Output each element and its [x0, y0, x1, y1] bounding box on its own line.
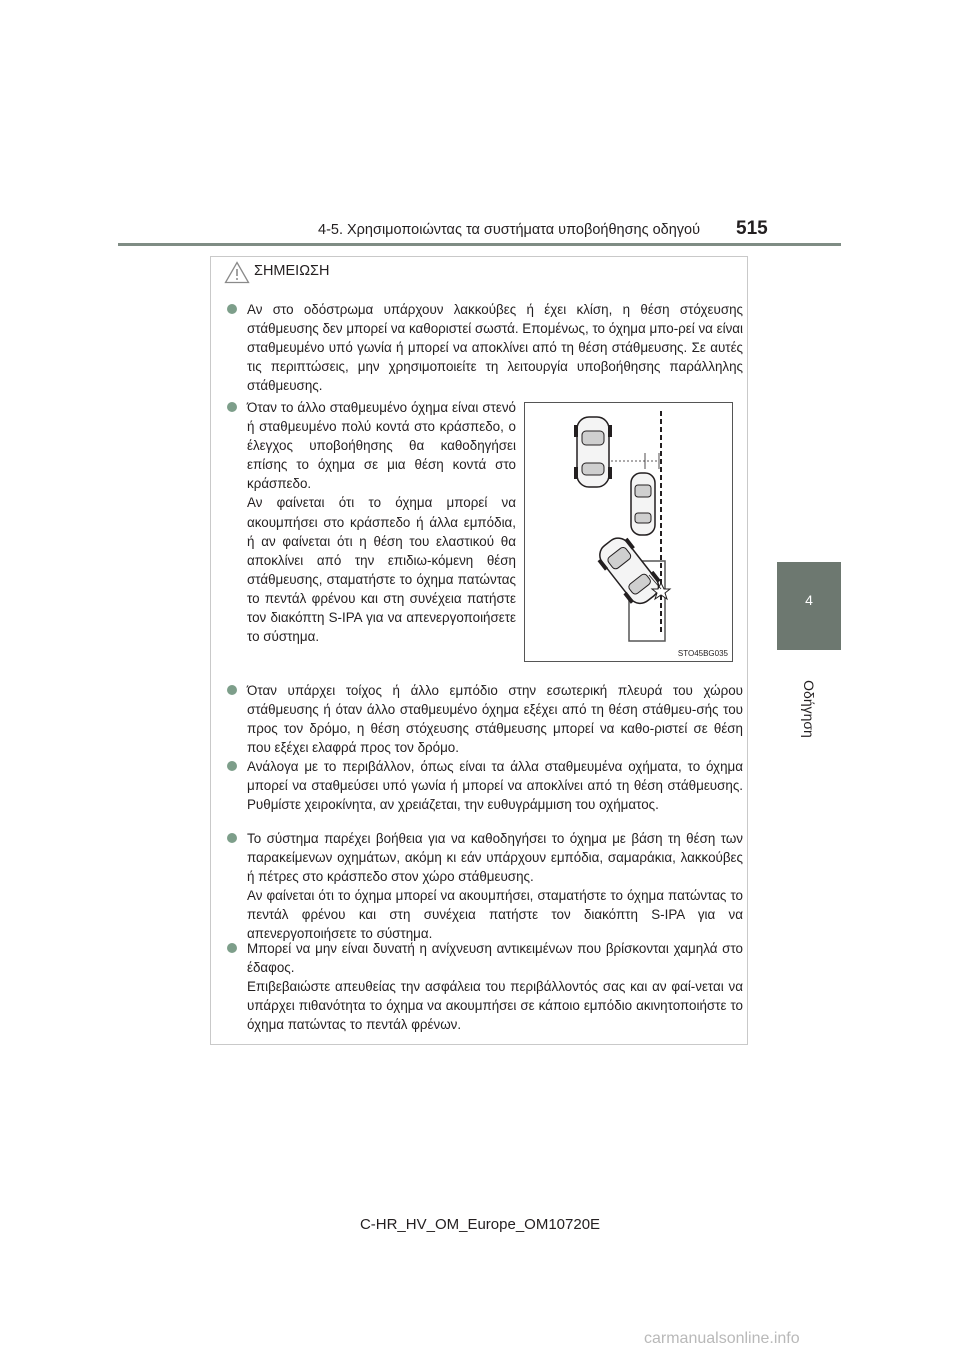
- page-number: 515: [736, 218, 768, 239]
- bullet-dot: [227, 761, 237, 771]
- note-bullet: [227, 829, 743, 944]
- bullet-text: Ανάλογα με το περιβάλλον, όπως είναι τα άλλα σταθμευμένα οχήματα, το όχημα μπορεί να σταθμεύσει υπό γωνία ή μπορεί να αποκλίνει από τη θέση στάθμευσης. Ρυθμίστε χειροκίνητα, αν χρειάζεται, την ευθυγράμμιση του οχήματος.: [247, 759, 743, 813]
- note-bullet: [227, 939, 743, 1034]
- bullet-dot: [227, 833, 237, 843]
- bullet-text-continued: Επιβεβαιώστε απευθείας την ασφάλεια του περιβάλλοντός σας και αν φαί-νεται να υπάρχει πιθανότητα το όχημα να ακουμπήσει σε κάποιο εμπόδιο ακινητοποιήστε το όχημα πατώντας το πεντάλ φρένων.: [247, 979, 743, 1033]
- note-bullet: [227, 757, 743, 814]
- section-title: 4-5. Χρησιμοποιώντας τα συστήματα υποβοήθησης οδηγού: [318, 222, 701, 238]
- chapter-tab[interactable]: [777, 562, 841, 650]
- bullet-text-continued: Αν φαίνεται ότι το όχημα μπορεί να ακουμπήσει στο κράσπεδο ή άλλα εμπόδια, ή αν φαίνεται ότι η θέση του ελαστικού θα αποκλίνει από την επιδιω-κόμενη θέση στάθμευσης, σταματήστε το όχημα πατώντας το πεντάλ φρένου και στη συνέχεια πατήστε τον διακόπτη S-IPA για να απενεργοποιήσετε το σύστημα.: [247, 495, 516, 645]
- bullet-text-continued: Αν φαίνεται ότι το όχημα μπορεί να ακουμπήσει, σταματήστε το όχημα πατώντας το πεντάλ φρένου και στη συνέχεια πατήστε τον διακόπτη S-IPA για να απενεργοποιήσετε το σύστημα.: [247, 888, 743, 942]
- note-bullet: [227, 300, 743, 395]
- watermark: carmanualsonline.info: [644, 1330, 800, 1347]
- note-heading: [222, 256, 422, 286]
- figure-code: STO45BG035: [677, 649, 728, 658]
- parked-car-narrow: [631, 473, 655, 535]
- own-vehicle: [593, 531, 666, 610]
- bullet-dot: [227, 943, 237, 953]
- parking-figure: [524, 402, 733, 662]
- chapter-label: [785, 654, 833, 764]
- warning-triangle-icon: [224, 261, 250, 284]
- chapter-number: 4: [805, 592, 813, 608]
- bullet-text: Όταν το άλλο σταθμευμένο όχημα είναι στενό ή σταθμευμένο πολύ κοντά στο κράσπεδο, ο έλεγχος υποβοήθησης θα καθοδηγήσει επίσης το όχημα σε μια θέση κοντά στο κράσπεδο.: [247, 400, 516, 492]
- note-bullet: [227, 681, 743, 757]
- document-code: C-HR_HV_OM_Europe_OM10720E: [359, 1216, 601, 1233]
- note-bullet: [227, 398, 516, 646]
- bullet-dot: [227, 304, 237, 314]
- parking-diagram: [525, 403, 732, 661]
- bullet-text: Μπορεί να μην είναι δυνατή η ανίχνευση αντικειμένων που βρίσκονται χαμηλά στο έδαφος.: [247, 941, 743, 976]
- bullet-dot: [227, 685, 237, 695]
- note-heading-text: ΣΗΜΕΙΩΣΗ: [254, 263, 330, 279]
- chapter-label-text: Οδήγηση: [801, 680, 817, 738]
- parked-car-front: [574, 417, 612, 487]
- header-divider: [118, 243, 841, 246]
- bullet-dot: [227, 402, 237, 412]
- bullet-text: Όταν υπάρχει τοίχος ή άλλο εμπόδιο στην εσωτερική πλευρά του χώρου στάθμευσης ή όταν άλλο σταθμευμένο όχημα εξέχει από τη θέση στάθμευ-σής του προς τον δρόμο, η θέση στόχευσης στάθμευσης μπορεί να καθο-ριστεί σε θέση που εξέχει ελαφρά προς τον δρόμο.: [247, 683, 743, 756]
- bullet-text: Το σύστημα παρέχει βοήθεια για να καθοδηγήσει το όχημα με βάση τη θέση των παρακείμενων οχημάτων, ακόμη κι εάν υπάρχουν εμπόδια, σαμαράκια, λακκούβες ή πέτρες στο κράσπεδο στον χώρο στάθμευσης.: [247, 831, 743, 885]
- bullet-text: Αν στο οδόστρωμα υπάρχουν λακκούβες ή έχει κλίση, η θέση στόχευσης στάθμευσης δεν μπορεί να καθοριστεί σωστά. Επομένως, το όχημα μπο-ρεί να είναι σταθμευμένο υπό γωνία ή μπορεί να αποκλίνει από τη θέση στάθμευσης. Σε αυτές τις περιπτώσεις, μην χρησιμοποιείτε τη λειτουργία υποβοήθησης παράλληλης στάθμευσης.: [247, 302, 743, 394]
